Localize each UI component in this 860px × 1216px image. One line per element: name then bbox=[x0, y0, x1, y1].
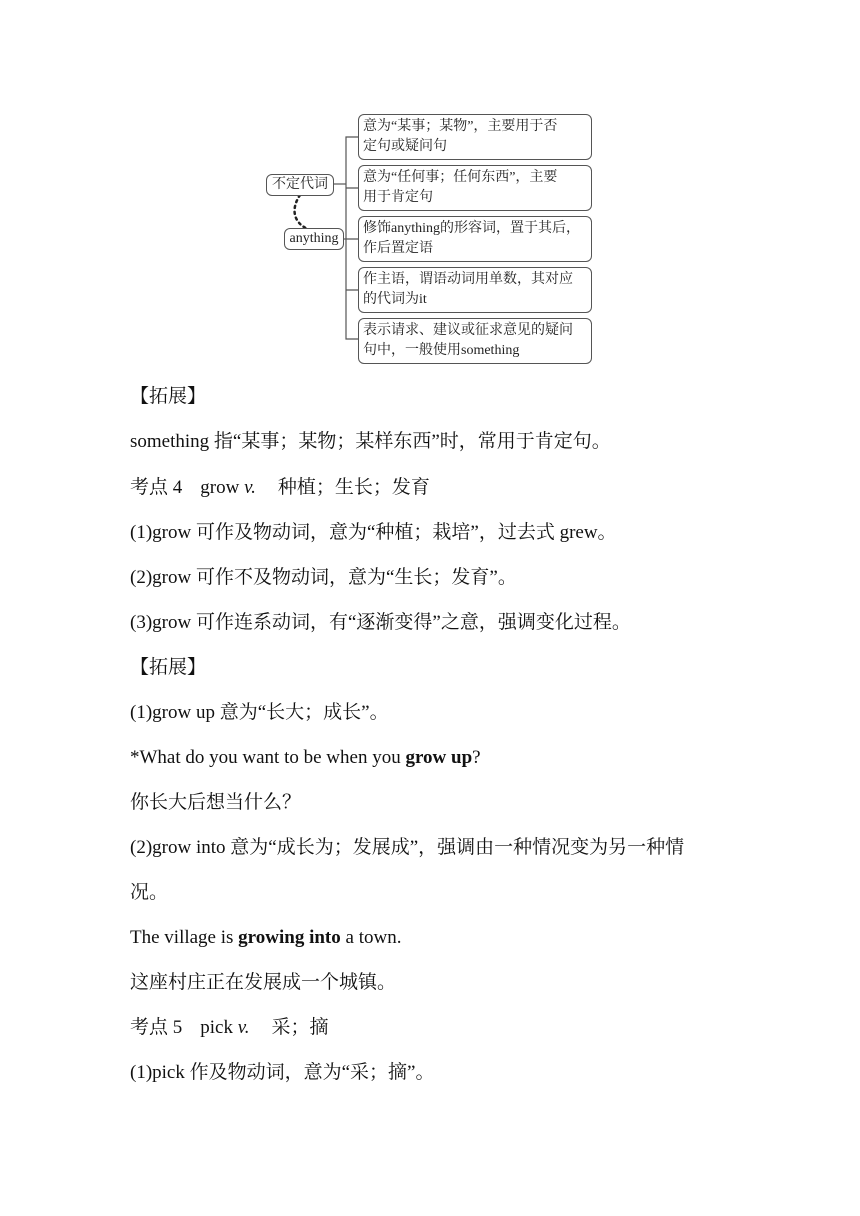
grow-usage-1: (1)grow 可作及物动词，意为“种植；栽培”，过去式 grew。 bbox=[130, 522, 617, 543]
example-2-highlight: growing into bbox=[238, 927, 341, 948]
example-2-translation: 这座村庄正在发展成一个城镇。 bbox=[130, 972, 397, 993]
root-node-indefinite-pronoun bbox=[266, 174, 334, 196]
extension-heading-2: 【拓展】 bbox=[130, 657, 207, 678]
grow-into-definition-line-1: (2)grow into 意为“成长为；发展成”，强调由一种情况变为另一种情 bbox=[130, 837, 685, 858]
branch-5-line-2: 句中，一般使用something bbox=[363, 343, 520, 358]
grow-usage-3: (3)grow 可作连系动词，有“逐渐变得”之意，强调变化过程。 bbox=[130, 612, 631, 633]
word-label: anything bbox=[289, 231, 339, 246]
example-1-highlight: grow up bbox=[405, 747, 473, 768]
example-1-text: *What do you want to be when you bbox=[130, 747, 406, 768]
point-4-pos: v. bbox=[244, 477, 256, 498]
branch-node-1 bbox=[358, 114, 592, 160]
branch-4-line-1: 作主语，谓语动词用单数，其对应 bbox=[363, 272, 573, 287]
branch-5-line-1: 表示请求、建议或征求意见的疑问 bbox=[363, 323, 573, 338]
branch-4-line-2: 的代词为it bbox=[363, 292, 427, 307]
point-4-heading bbox=[130, 476, 430, 500]
example-1-end: ? bbox=[472, 747, 481, 768]
point-4-label: 考点 4 bbox=[130, 477, 183, 498]
point-5-pos: v. bbox=[237, 1017, 250, 1038]
anything-mind-map bbox=[0, 0, 860, 380]
branch-2-line-2: 用于肯定句 bbox=[363, 190, 433, 205]
branch-node-2 bbox=[358, 165, 592, 211]
branch-node-4 bbox=[358, 267, 592, 313]
example-sentence-1 bbox=[130, 746, 481, 770]
root-label: 不定代词 bbox=[272, 177, 328, 192]
branch-1-line-1: 意为“某事；某物”，主要用于否 bbox=[363, 119, 558, 134]
point-5-meaning: 采；摘 bbox=[271, 1017, 329, 1038]
point-5-label: 考点 5 bbox=[130, 1017, 183, 1038]
something-note: something 指“某事；某物；某样东西”时，常用于肯定句。 bbox=[130, 431, 611, 452]
branch-2-line-1: 意为“任何事；任何东西”，主要 bbox=[363, 170, 558, 185]
example-1-translation: 你长大后想当什么？ bbox=[130, 792, 302, 813]
word-node-anything bbox=[284, 228, 344, 250]
grow-up-definition: (1)grow up 意为“长大；成长”。 bbox=[130, 702, 389, 723]
example-2-text: The village is bbox=[130, 927, 239, 948]
branch-node-5 bbox=[358, 318, 592, 364]
branch-3-line-1: 修饰anything的形容词，置于其后， bbox=[363, 221, 580, 236]
branch-ticks bbox=[346, 188, 358, 290]
bracket-line bbox=[346, 137, 358, 339]
dotted-link bbox=[295, 195, 310, 230]
pick-usage-1: (1)pick 作及物动词，意为“采；摘”。 bbox=[130, 1062, 435, 1083]
example-sentence-2 bbox=[130, 926, 401, 950]
branch-3-line-2: 作后置定语 bbox=[363, 241, 433, 256]
grow-into-definition-line-2: 况。 bbox=[130, 882, 169, 903]
grow-usage-2: (2)grow 可作不及物动词，意为“生长；发育”。 bbox=[130, 567, 517, 588]
extension-heading-1: 【拓展】 bbox=[130, 386, 207, 407]
branch-1-line-2: 定句或疑问句 bbox=[363, 139, 447, 154]
branch-node-3 bbox=[358, 216, 592, 262]
example-2-end: a town. bbox=[340, 927, 402, 948]
point-5-word: pick bbox=[200, 1017, 233, 1038]
point-5-heading bbox=[130, 1016, 329, 1040]
point-4-meaning: 种植；生长；发育 bbox=[277, 477, 430, 498]
point-4-word: grow bbox=[200, 477, 240, 498]
